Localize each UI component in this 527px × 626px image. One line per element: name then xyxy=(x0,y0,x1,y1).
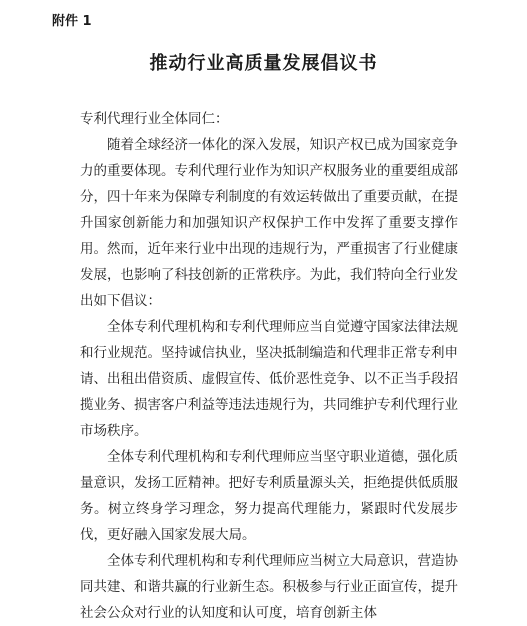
paragraph-compliance: 全体专利代理机构和专利代理师应当自觉遵守国家法律法规和行业规范。坚持诚信执业，坚决抵制编造和代理非正常专利申请、出租出借资质、虚假宣传、低价恶性竞争、以不正当手段招揽业务、损害客户利益等违法违规行为，共同维护专利代理行业市场秩序。 xyxy=(80,319,458,439)
salutation: 专利代理行业全体同仁： xyxy=(80,111,229,127)
paragraph-intro: 随着全球经济一体化的深入发展，知识产权已成为国家竞争力的重要体现。专利代理行业作为知识产权服务业的重要组成部分，四十年来为保障专利制度的有效运转做出了重要贡献，在提升国家创新能力和加强知识产权保护工作中发挥了重要支撑作用。然而，近年来行业中出现的违规行为，严重损害了行业健康发展，也影响了科技创新的正常秩序。为此，我们特向全行业发出如下倡议： xyxy=(80,137,458,309)
document-title: 推动行业高质量发展倡议书 xyxy=(149,53,378,74)
paragraph-ethics: 全体专利代理机构和专利代理师应当坚守职业道德，强化质量意识，发扬工匠精神。把好专利质量源头关，拒绝提供低质服务。树立终身学习理念，努力提高代理能力，紧跟时代发展步伐，更好融入国家发展大局。 xyxy=(80,449,458,543)
paragraph-ecosystem: 全体专利代理机构和专利代理师应当树立大局意识，营造协同共建、和谐共赢的行业新生态。积极参与行业正面宣传，提升社会公众对行业的认知度和认可度，培育创新主体 xyxy=(80,553,458,621)
document-body xyxy=(80,106,458,626)
attachment-label: 附件 1 xyxy=(52,14,92,29)
